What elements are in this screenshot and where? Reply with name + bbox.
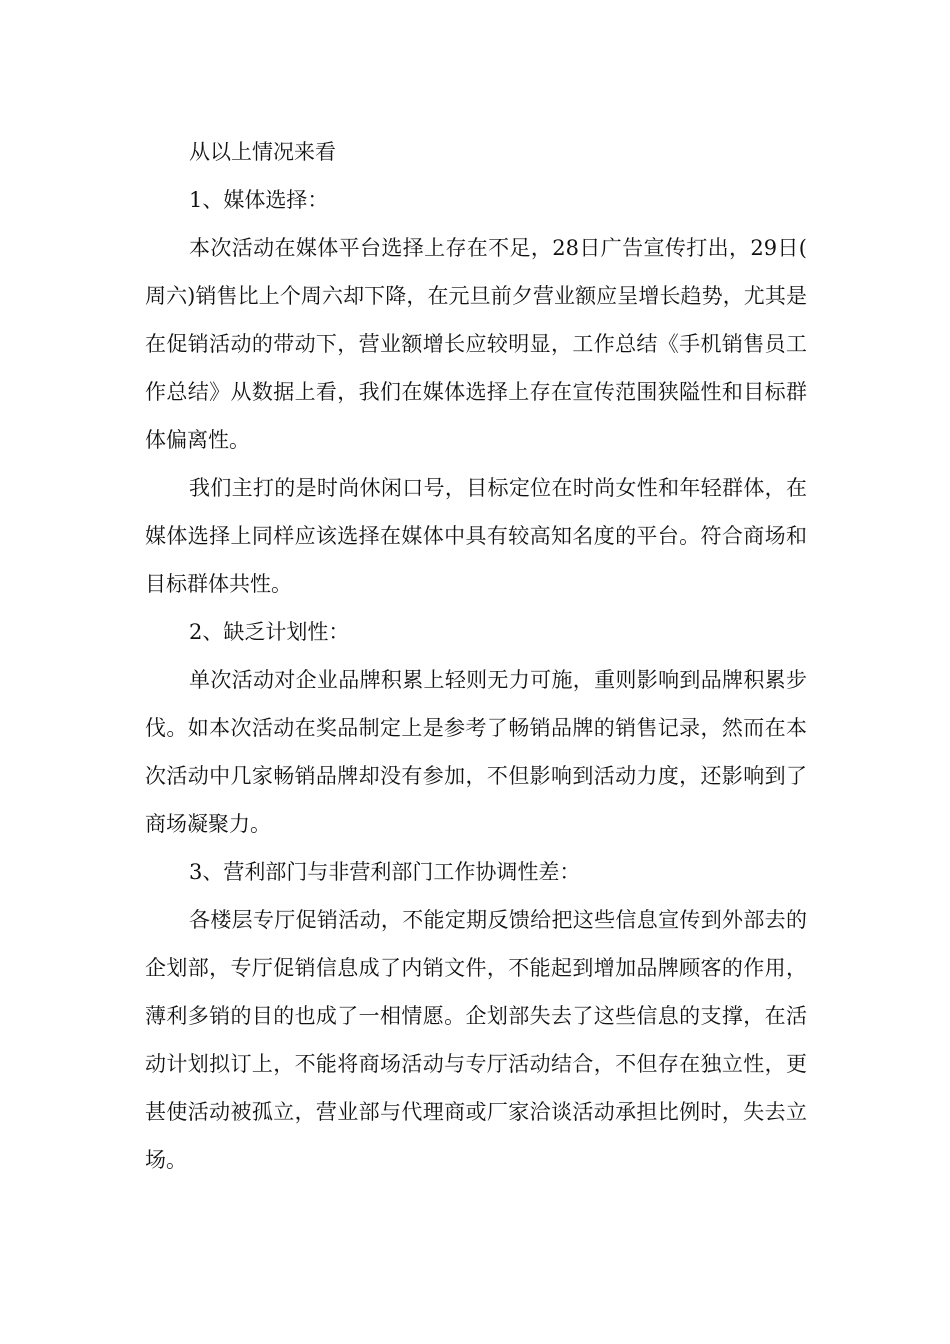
coordination-paragraph: 各楼层专厅促销活动，不能定期反馈给把这些信息宣传到外部去的企划部，专厅促销信息成了内销文件，不能起到增加品牌顾客的作用，薄利多销的目的也成了一相情愿。企划部失去了这些信息的支撑，在活动计划拟订上，不能将商场活动与专厅活动结合，不但存在独立性，更甚使活动被孤立，营业部与代理商或厂家洽谈活动承担比例时，失去立场。 [145,908,807,1172]
intro-paragraph: 从以上情况来看 [189,140,336,164]
media-paragraph-2: 我们主打的是时尚休闲口号，目标定位在时尚女性和年轻群体，在媒体选择上同样应该选择在媒体中具有较高知名度的平台。符合商场和目标群体共性。 [145,476,807,596]
section-heading-media: 1、媒体选择： [189,188,329,212]
section-heading-planning: 2、缺乏计划性： [189,620,350,644]
media-paragraph-1: 本次活动在媒体平台选择上存在不足，28日广告宣传打出，29日(周六)销售比上个周六却下降，在元旦前夕营业额应呈增长趋势，尤其是在促销活动的带动下，营业额增长应较明显，工作总结《手机销售员工作总结》从数据上看，我们在媒体选择上存在宣传范围狭隘性和目标群体偏离性。 [145,236,807,452]
document-body [145,128,807,1184]
section-heading-coordination: 3、营利部门与非营利部门工作协调性差： [189,860,581,884]
planning-paragraph: 单次活动对企业品牌积累上轻则无力可施，重则影响到品牌积累步伐。如本次活动在奖品制定上是参考了畅销品牌的销售记录，然而在本次活动中几家畅销品牌却没有参加，不但影响到活动力度，还影响到了商场凝聚力。 [145,668,807,836]
